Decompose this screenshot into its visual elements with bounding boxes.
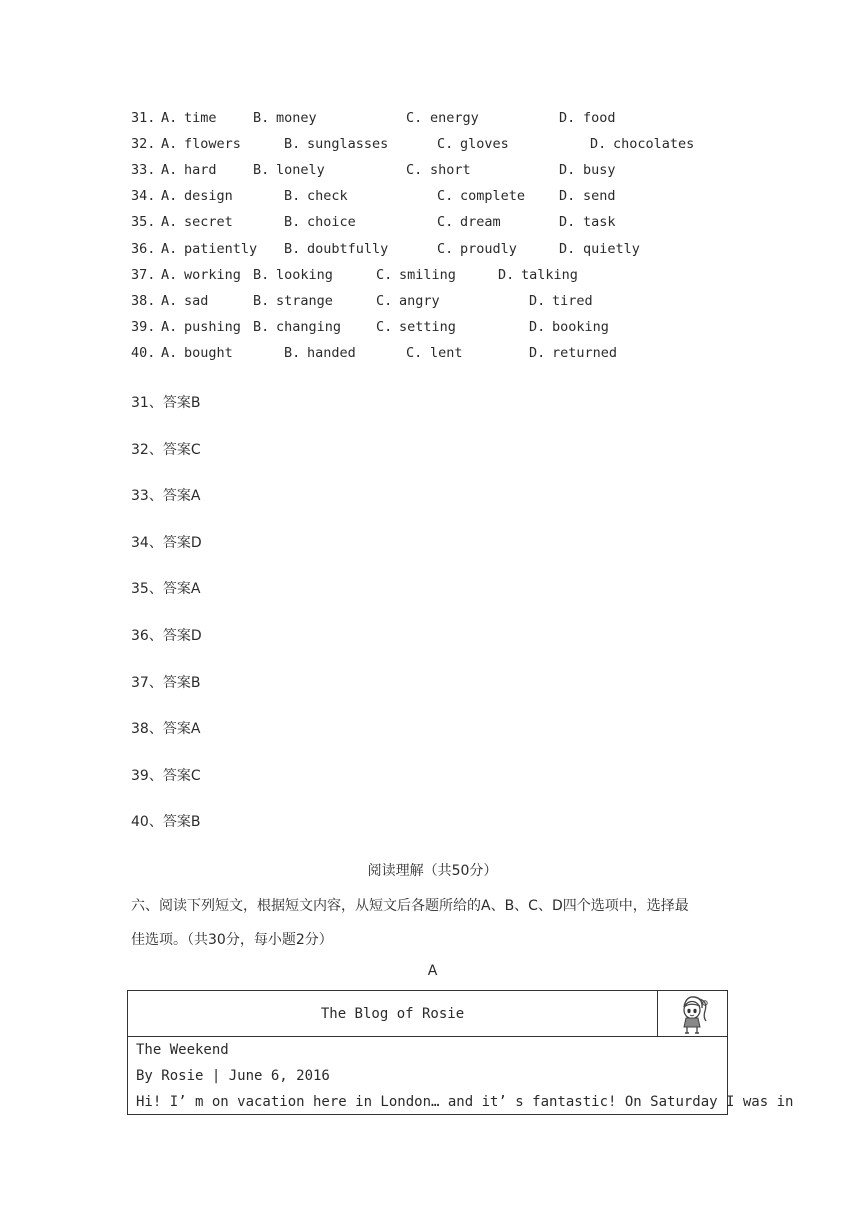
- blog-avatar-cell: [658, 991, 728, 1037]
- answer-line: 32、答案C: [131, 441, 201, 458]
- passage-label: A: [427, 963, 438, 979]
- option-letter: C.: [406, 110, 423, 126]
- question-number: 36.: [131, 240, 156, 257]
- question-number: 38.: [131, 292, 156, 309]
- option-word: tired: [552, 292, 593, 309]
- option-letter: A.: [161, 162, 178, 179]
- option-word: angry: [399, 292, 440, 309]
- option-word: handed: [307, 344, 356, 361]
- blog-heading: The Weekend: [136, 1042, 229, 1058]
- option-word: setting: [399, 318, 456, 335]
- option-word: doubtfully: [307, 240, 389, 257]
- option-letter: A.: [161, 214, 178, 231]
- blog-title: The Blog of Rosie: [128, 991, 658, 1037]
- question-number: 35.: [131, 214, 156, 231]
- option-letter: A.: [161, 292, 178, 309]
- option-letter: A.: [161, 136, 178, 153]
- option-letter: C.: [437, 188, 454, 205]
- option-word: secret: [184, 214, 233, 231]
- option-word: looking: [276, 266, 333, 283]
- option-word: booking: [552, 318, 609, 335]
- option-letter: B.: [253, 292, 270, 309]
- option-letter: D.: [559, 214, 576, 231]
- option-letter: A.: [161, 188, 178, 205]
- option-word: design: [184, 188, 233, 205]
- section-title: 阅读理解（共50分）: [367, 863, 498, 879]
- option-letter: A.: [161, 318, 178, 335]
- option-letter: B.: [253, 110, 270, 126]
- option-letter: D.: [529, 292, 546, 309]
- option-word: food: [583, 110, 616, 126]
- option-word: working: [184, 266, 241, 283]
- question-number: 34.: [131, 188, 156, 205]
- question-number: 37.: [131, 266, 156, 283]
- option-letter: B.: [284, 344, 301, 361]
- option-letter: D.: [529, 344, 546, 361]
- option-word: pushing: [184, 318, 241, 335]
- option-letter: C.: [437, 214, 454, 231]
- option-letter: C.: [376, 292, 393, 309]
- instructions-line-1: 六、阅读下列短文，根据短文内容，从短文后各题所给的A、B、C、D四个选项中，选择最: [131, 898, 689, 914]
- option-letter: D.: [559, 162, 576, 179]
- option-word: time: [184, 110, 217, 126]
- option-letter: A.: [161, 344, 178, 361]
- option-word: chocolates: [613, 136, 695, 153]
- option-letter: A.: [161, 266, 178, 283]
- answer-line: 31、答案B: [131, 395, 201, 411]
- question-number: 33.: [131, 162, 156, 179]
- option-letter: C.: [406, 162, 423, 179]
- option-letter: D.: [559, 110, 576, 126]
- option-word: strange: [276, 292, 333, 309]
- option-letter: B.: [284, 214, 301, 231]
- option-letter: C.: [437, 240, 454, 257]
- option-letter: D.: [498, 266, 515, 283]
- option-letter: B.: [284, 188, 301, 205]
- option-word: patiently: [184, 240, 258, 257]
- option-word: energy: [430, 110, 479, 126]
- instructions-line-2: 佳选项。（共30分，每小题2分）: [131, 932, 333, 948]
- answer-line: 37、答案B: [131, 674, 201, 691]
- answer-line: 33、答案A: [131, 488, 201, 505]
- option-word: sunglasses: [307, 136, 389, 153]
- option-word: proudly: [460, 240, 517, 257]
- option-letter: C.: [406, 344, 423, 361]
- option-letter: B.: [253, 318, 270, 335]
- blog-table: [127, 990, 794, 1115]
- option-word: gloves: [460, 136, 509, 153]
- option-word: short: [430, 162, 471, 179]
- option-word: dream: [460, 214, 501, 231]
- option-word: busy: [583, 162, 616, 179]
- option-letter: C.: [437, 136, 454, 153]
- answer-line: 36、答案D: [131, 628, 202, 644]
- option-letter: B.: [284, 136, 301, 153]
- option-word: lonely: [276, 162, 325, 179]
- option-word: task: [583, 214, 616, 231]
- answer-line: 34、答案D: [131, 534, 202, 551]
- option-word: talking: [521, 266, 578, 283]
- option-word: bought: [184, 344, 233, 361]
- option-letter: A.: [161, 110, 178, 126]
- blog-text: Hi! I’ m on vacation here in London… and it’ s fantastic! On Saturday I was in: [136, 1094, 794, 1110]
- option-word: money: [276, 110, 317, 126]
- option-letter: D.: [559, 188, 576, 205]
- answer-line: 38、答案A: [131, 721, 201, 738]
- option-word: choice: [307, 214, 356, 231]
- option-letter: B.: [284, 240, 301, 257]
- answer-line: 35、答案A: [131, 581, 201, 598]
- option-letter: D.: [590, 136, 607, 153]
- girl-avatar-icon: [672, 993, 712, 1035]
- blog-byline: By Rosie | June 6, 2016: [136, 1068, 330, 1084]
- answer-line: 39、答案C: [131, 767, 201, 784]
- option-letter: B.: [253, 162, 270, 179]
- question-number: 32.: [131, 136, 156, 153]
- option-word: sad: [184, 292, 209, 309]
- question-number: 31.: [131, 110, 156, 126]
- answer-line: 40、答案B: [131, 814, 201, 831]
- option-letter: C.: [376, 266, 393, 283]
- question-number: 40.: [131, 344, 156, 361]
- option-word: complete: [460, 188, 526, 205]
- option-word: send: [583, 188, 616, 205]
- option-letter: C.: [376, 318, 393, 335]
- option-word: check: [307, 188, 348, 205]
- option-word: quietly: [583, 240, 640, 257]
- option-word: changing: [276, 318, 342, 335]
- option-letter: D.: [529, 318, 546, 335]
- option-letter: B.: [253, 266, 270, 283]
- option-word: returned: [552, 344, 618, 361]
- option-letter: D.: [559, 240, 576, 257]
- option-word: smiling: [399, 266, 456, 283]
- option-letter: A.: [161, 240, 178, 257]
- option-word: hard: [184, 162, 217, 179]
- question-number: 39.: [131, 318, 156, 335]
- option-word: lent: [430, 344, 463, 361]
- option-word: flowers: [184, 136, 241, 153]
